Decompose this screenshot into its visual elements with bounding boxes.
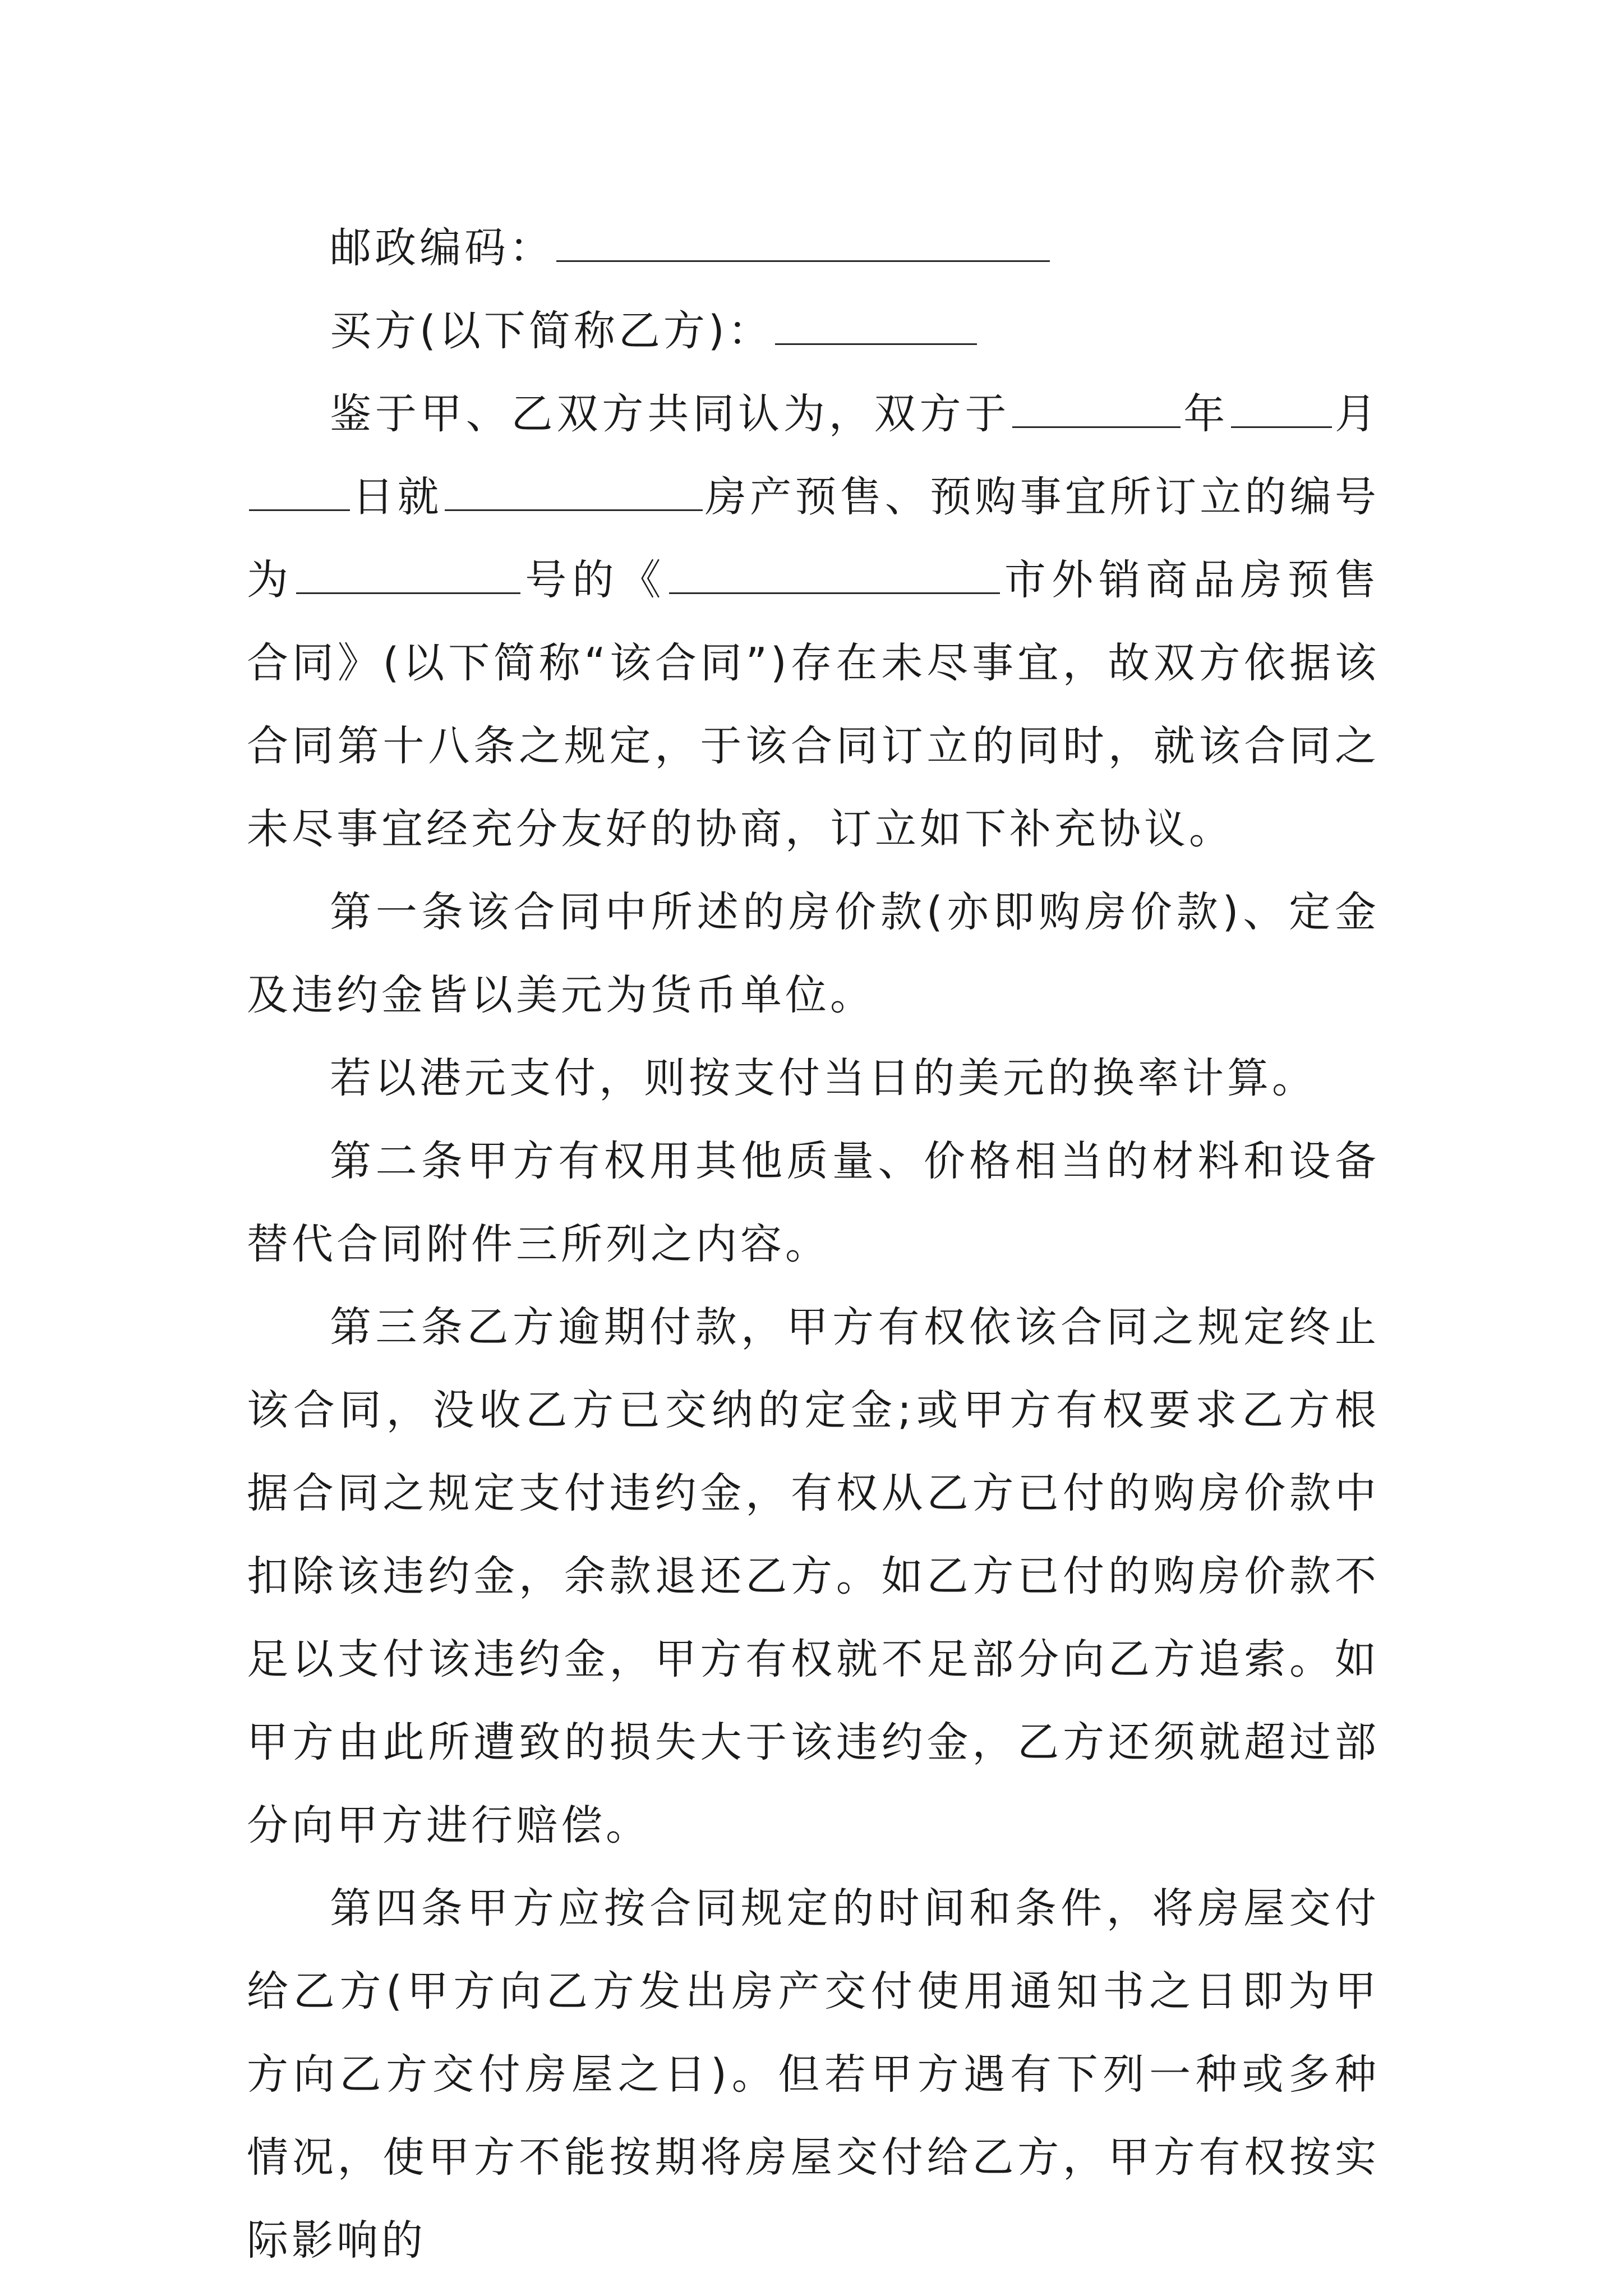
month-blank[interactable]: [1231, 393, 1332, 428]
recital-text-3: 市外销商品房预售合同》(以下简称“该合同”)存在未尽事宜，故双方依据该合同第十八条之规定，于该合同订立的同时，就该合同之未尽事宜经充分友好的协商，订立如下补充协议。: [247, 556, 1380, 853]
contract-number-blank[interactable]: [296, 559, 520, 594]
article-paragraph: 第四条甲方应按合同规定的时间和条件，将房屋交付给乙方(甲方向乙方发出房产交付使用通知书之日即为甲方向乙方交付房屋之日)。但若甲方遇有下列一种或多种情况，使甲方不能按期将房屋交付给乙方，甲方有权按实际影响的: [247, 1884, 1380, 2265]
recital-text-2: 房产预售、预购事宜所订立的编号为: [247, 473, 1380, 604]
buyer-label: 买方(以下简称乙方)：: [330, 307, 773, 355]
year-label: 年: [1183, 390, 1229, 438]
postal-code-label: 邮政编码：: [330, 224, 554, 272]
recital-text-1: 鉴于甲、乙双方共同认为，双方于: [330, 390, 1011, 438]
article-paragraph: 第三条乙方逾期付款，甲方有权依该合同之规定终止该合同，没收乙方已交纳的定金;或甲方有权要求乙方根据合同之规定支付违约金，有权从乙方已付的购房价款中扣除该违约金，余款退还乙方。如乙方已付的购房价款不足以支付该违约金，甲方有权就不足部分向乙方追索。如甲方由此所遭致的损失大于该违约金，乙方还须就超过部分向甲方进行赔偿。: [247, 1303, 1380, 1849]
article-paragraph: 若以港元支付，则按支付当日的美元的换率计算。: [330, 1054, 1317, 1102]
buyer-name-blank[interactable]: [775, 310, 977, 345]
project-blank[interactable]: [445, 476, 703, 511]
article-paragraph: 第二条甲方有权用其他质量、价格相当的材料和设备替代合同附件三所列之内容。: [247, 1137, 1380, 1268]
city-blank[interactable]: [669, 559, 1000, 594]
day-label: 日就: [352, 473, 442, 521]
postal-code-blank[interactable]: [556, 227, 1050, 262]
postal-code-line: [247, 206, 1380, 289]
buyer-line: [247, 289, 1380, 372]
recital-paragraph: [247, 372, 1380, 871]
number-suffix: 号的《: [523, 556, 667, 604]
day-blank[interactable]: [249, 476, 350, 511]
contract-body: [247, 206, 1380, 2282]
article-paragraph: 第一条该合同中所述的房价款(亦即购房价款)、定金及违约金皆以美元为货币单位。: [247, 888, 1380, 1019]
month-label: 月: [1334, 390, 1380, 438]
year-blank[interactable]: [1012, 393, 1181, 428]
